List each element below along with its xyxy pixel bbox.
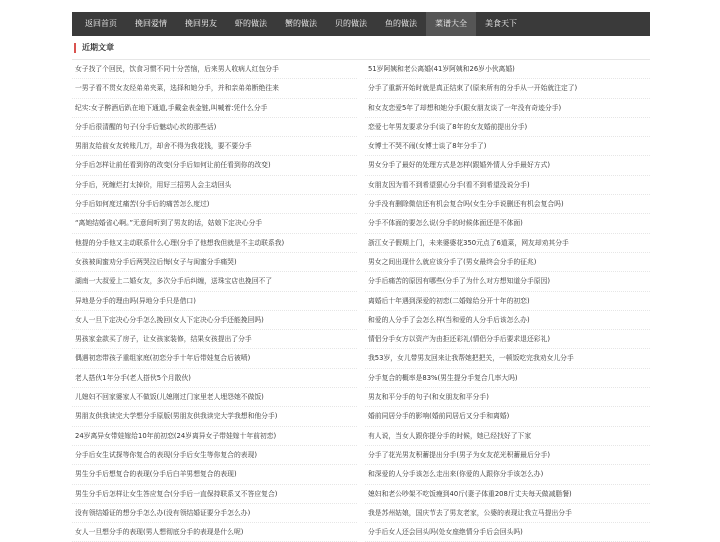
- article-link-left[interactable]: 分手后如何度过痛苦(分手后的痛苦怎么度过): [72, 195, 357, 214]
- nav-item-5[interactable]: 蟹的做法: [285, 19, 317, 28]
- section-title: 近期文章: [82, 43, 114, 52]
- article-link-left[interactable]: 女人一旦想分手的表现(男人想彻底分手的表现是什么呢): [72, 523, 357, 542]
- article-link-left[interactable]: 没有领结婚证的想分手怎么办(没有领结婚证要分手怎么办): [72, 504, 357, 523]
- article-link-left[interactable]: 男生分手后怎样让女生答应复合(分手后一直保持联系又不答应复合): [72, 485, 357, 504]
- article-link-right[interactable]: 51岁阿姨和老公离婚(41岁阿姨和26岁小伙离婚): [365, 60, 650, 79]
- article-link-right[interactable]: 分手了花光男友积蓄提出分手(男子为女友花光积蓄最后分手): [365, 446, 650, 465]
- article-link-right[interactable]: 分手后痛苦的原因有哪些(分手了为什么对方想知道分手原因): [365, 272, 650, 291]
- nav-item-7[interactable]: 鱼的做法: [385, 19, 417, 28]
- article-link-right[interactable]: 我是苏州姑娘，国庆节去了男友老家，公婆的表现让我立马提出分手: [365, 504, 650, 523]
- article-link-right[interactable]: 男女分手了最好的处理方式是怎样(跟婚外情人分手最好方式): [365, 156, 650, 175]
- article-link-right[interactable]: 分手后女人还会回头吗(处女座绝情分手后会回头吗): [365, 523, 650, 542]
- article-link-right[interactable]: 分手复合的概率是83%(男生提分手复合几率大吗): [365, 369, 650, 388]
- article-link-right[interactable]: 男女之间出现什么就应该分手了(男女最终会分手的征兆): [365, 253, 650, 272]
- article-link-left[interactable]: 女子找了个回民，饮食习惯不同十分苦恼，后来男人收病人红包分手: [72, 60, 357, 79]
- article-link-right[interactable]: 和深爱的人分手该怎么走出来(你爱的人跟你分手该怎么办): [365, 465, 650, 484]
- article-link-left[interactable]: 男朋友供我读完大学想分手原版(男朋友供我读完大学我想和他分手): [72, 407, 357, 426]
- article-link-left[interactable]: 异地是分手的理由吗(异地分手只是借口): [72, 292, 357, 311]
- article-link-left[interactable]: 湖南一大叔爱上二婚女友，多次分手后纠缠，送珠宝店也挽回不了: [72, 272, 357, 291]
- article-link-left[interactable]: 分手后，死缠烂打太掉价，用好三招男人会主动回头: [72, 176, 357, 195]
- article-link-right[interactable]: 分手了重新开始时就是真正结束了(原来所有的分手从一开始就注定了): [365, 79, 650, 98]
- section-accent-bar: [74, 43, 76, 53]
- recent-articles-section: [72, 36, 650, 60]
- article-link-left[interactable]: 男生分手后想复合的表现(分手后白羊男想复合的表现): [72, 465, 357, 484]
- article-link-left[interactable]: 儿媳妇不回家婆家人不做饭(儿媳刚过门家里老人埋怨她不做饭): [72, 388, 357, 407]
- article-link-left[interactable]: 分手后很清醒的句子(分手后魅动心坎的那些话): [72, 118, 357, 137]
- article-link-left[interactable]: 女孩被闺蜜劝分手后两哭泣后悔(女子与闺蜜分手痛哭): [72, 253, 357, 272]
- article-link-right[interactable]: 有人说，当女人跟你提分手的时候，她已经找好了下家: [365, 427, 650, 446]
- article-link-left[interactable]: “离她结婚省心啊。”无意间听到了男友的话，姑娘下定决心分手: [72, 214, 357, 233]
- article-link-left[interactable]: 偶遇初恋带孩子重组家庭(初恋分手十年后带娃复合后被喷): [72, 349, 357, 368]
- article-link-left[interactable]: 男朋友给前女友转账几万，却舍不得为我花钱，要不要分手: [72, 137, 357, 156]
- article-link-left[interactable]: 他提的分手他又主动联系什么心理(分手了他想我但就是不主动联系我): [72, 234, 357, 253]
- article-list: [72, 60, 650, 542]
- article-link-right[interactable]: 媳妇和老公吵架不吃饭瘦到40斤(妻子体重208斤丈夫每天做减脂餐): [365, 485, 650, 504]
- article-link-left[interactable]: 分手后女生试探等你复合的表现(分手后女生等你复合的表现): [72, 446, 357, 465]
- article-link-right[interactable]: 恋爱七年男友要求分手(谈了8年的女友婚前提出分手): [365, 118, 650, 137]
- section-header: [72, 36, 650, 60]
- article-link-left[interactable]: 男孩家金款买了房子，让女孩家装修，结果女孩提出了分手: [72, 330, 357, 349]
- article-link-right[interactable]: 分手不体面的要怎么说(分手的时候体面还是不体面): [365, 214, 650, 233]
- nav-item-6[interactable]: 贝的做法: [335, 19, 367, 28]
- article-link-left[interactable]: 老人搭伙1年分手(老人搭伙5个月散伙): [72, 369, 357, 388]
- article-link-right[interactable]: 男友和平分手的句子(和女朋友和平分手): [365, 388, 650, 407]
- nav-item-9[interactable]: 美食天下: [485, 19, 517, 28]
- article-link-left[interactable]: 纪实:女子醉酒后趴在地下通道,手戴金表金链,叫喊着:凭什么分手: [72, 99, 357, 118]
- article-link-left[interactable]: 分手后怎样让前任看到你的改变(分手后如何让前任看到你的改变): [72, 156, 357, 175]
- article-link-right[interactable]: 女朋友因为看不到希望狠心分手(看不到希望没说分手): [365, 176, 650, 195]
- article-link-right[interactable]: 情侣分手女方以资产为由拒还彩礼(情侣分手后要求退还彩礼): [365, 330, 650, 349]
- article-link-right[interactable]: 和爱的人分手了会怎么样(当和爱的人分手后该怎么办): [365, 311, 650, 330]
- top-header: [0, 0, 720, 36]
- article-link-right[interactable]: 浙江女子假期上门，未来婆婆花350元点了6道菜，网友却劝其分手: [365, 234, 650, 253]
- article-link-right[interactable]: 婚前同居分手的影响(婚前同居后又分手和离婚): [365, 407, 650, 426]
- article-link-right[interactable]: 女博士不哭不闹(女博士谈了8年分手了): [365, 137, 650, 156]
- article-link-left[interactable]: 24岁离异女带娃嫁给10年前初恋(24岁离异女子带娃嫁十年前初恋): [72, 427, 357, 446]
- nav-item-8[interactable]: 菜谱大全: [426, 12, 476, 36]
- article-link-right[interactable]: 和女友恋爱5年了却想和她分手(跟女朋友谈了一年没有奇迹分手): [365, 99, 650, 118]
- article-link-left[interactable]: 女人一旦下定决心分手怎么挽回(女人下定决心分手还能挽回吗): [72, 311, 357, 330]
- article-link-left[interactable]: 一男子看不贯女友经弟弟夹菜，选择和她分手，并和亲弟弟断绝往来: [72, 79, 357, 98]
- nav-item-3[interactable]: 挽回男友: [185, 19, 217, 28]
- nav-item-2[interactable]: 挽回爱情: [135, 19, 167, 28]
- article-link-right[interactable]: 我53岁，女儿带男友回来让我帮她把把关，一顿饭吃完我劝女儿分手: [365, 349, 650, 368]
- nav-item-4[interactable]: 虾的做法: [235, 19, 267, 28]
- main-nav: [72, 12, 650, 36]
- nav-item-1[interactable]: 返回首页: [85, 19, 117, 28]
- article-link-right[interactable]: 分手没有删除微信还有机会复合吗(女生分手说删还有机会复合吗): [365, 195, 650, 214]
- article-link-right[interactable]: 离婚后十年遇到深爱的初恋(二婚嫁给分开十年的初恋): [365, 292, 650, 311]
